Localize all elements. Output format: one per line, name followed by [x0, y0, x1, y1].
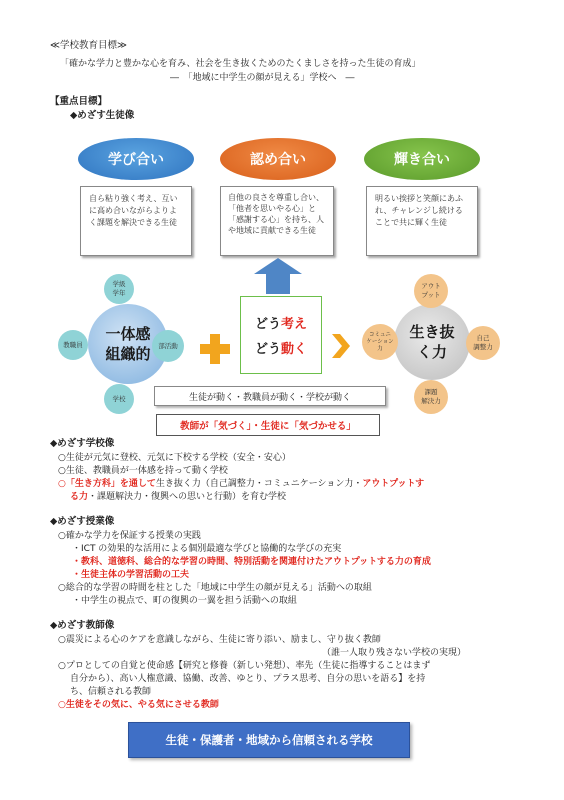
- lesson-subitem: ・教科、道徳科、総合的な学習の時間、特別活動を関連付けたアウトプットする力の育成: [72, 557, 431, 567]
- oval-kagayakiai: [364, 138, 480, 180]
- plus-icon: [200, 334, 230, 364]
- oval-label: 輝き合い: [394, 152, 450, 168]
- ikikata-tail: ・課題解決力・復興への思いと行動）を育む学校: [88, 492, 287, 502]
- satellite-grade: [104, 274, 134, 304]
- move-line-text: 生徒が動く・教職員が動く・学校が動く: [188, 392, 351, 403]
- desc-box-manabiai: [80, 186, 192, 256]
- satellite-problem-solving: [414, 380, 448, 414]
- teacher-heading: ◆めざす教師像: [50, 620, 115, 631]
- ikikata-text: 「生き方科」を通して: [65, 479, 156, 489]
- desc-text: 自他の良さを尊重し合い、「他者を思いやる心」と「感謝する心」を持ち、人や地域に貢献できる生徒: [228, 193, 324, 235]
- oval-manabiai: [78, 138, 194, 180]
- circle-mark: ○: [58, 700, 66, 710]
- desc-box-mitomeai: [220, 186, 334, 256]
- satellite-label: 教職員: [63, 340, 83, 349]
- act-line: [255, 338, 307, 357]
- move-line-box: [154, 386, 386, 406]
- oval-label: 学び合い: [108, 152, 164, 168]
- satellite-output: [414, 274, 448, 308]
- act-word: 動く: [281, 342, 308, 357]
- satellite-communication: [362, 324, 398, 360]
- ikikata-body: 生き抜く力（自己調整力・コミュニケーション力・: [155, 479, 363, 489]
- satellite-school: [104, 384, 134, 414]
- teacher-item-cont: 自分から）、高い人権意識、協働、改善、ゆとり、プラス思考、自分の思いを語る】を持: [70, 674, 426, 684]
- up-arrow-icon: [254, 258, 302, 294]
- banner-text: 生徒・保護者・地域から信頼される学校: [165, 733, 373, 747]
- focus-heading: 【重点目標】: [50, 96, 108, 107]
- output-text-cont: る力: [70, 492, 89, 502]
- satellite-label: 課題 解決力: [421, 388, 441, 405]
- school-goal-subline: ― 「地域に中学生の顔が見える」学校へ ―: [170, 73, 355, 83]
- right-center-label: 生き抜 く力: [409, 323, 455, 361]
- school-item-cont: [70, 491, 286, 503]
- chevron-right-icon: [332, 334, 350, 358]
- desc-box-kagayakiai: [366, 186, 478, 256]
- oval-mitomeai: [220, 138, 336, 180]
- output-text: アウトプットす: [362, 479, 425, 489]
- school-item: ○生徒が元気に登校、元気に下校する学校（安全・安心）: [58, 453, 291, 463]
- right-center-circle: [394, 304, 470, 380]
- school-heading: ◆めざす学校像: [50, 438, 115, 449]
- lesson-item: ○総合的な学習の時間を柱とした「地域に中学生の顔が見える」活動への取組: [58, 583, 372, 593]
- teacher-item-motivate: [58, 699, 219, 711]
- lesson-item: ○確かな学力を保証する授業の実践: [58, 531, 201, 541]
- motivate-text: 生徒をその気に、やる気にさせる教師: [65, 700, 219, 710]
- satellite-label: アウト プット: [421, 282, 441, 299]
- oval-label: 認め合い: [250, 152, 306, 168]
- lesson-heading: ◆めざす授業像: [50, 516, 115, 527]
- circle-mark: ○: [58, 479, 66, 489]
- think-line: [255, 313, 307, 332]
- lesson-subitem: ・中学生の視点で、町の復興の一翼を担う活動への取組: [72, 596, 297, 606]
- teacher-item: ○震災による心のケアを意識しながら、生徒に寄り添い、励まし、守り抜く教師: [58, 635, 381, 645]
- student-image-heading: ◆めざす生徒像: [70, 110, 135, 121]
- act-prefix: どう: [254, 342, 281, 357]
- school-goal-line: 「確かな学力と豊かな心を育み、社会を生き抜くためのたくましさを持った生徒の育成」: [60, 59, 421, 69]
- satellite-club: [152, 330, 184, 362]
- lesson-subitem: ・ICT の効果的な活用による個別最適な学びと協働的な学びの充実: [72, 544, 342, 554]
- trusted-school-banner: [128, 722, 410, 758]
- satellite-label: 自己 調整力: [473, 334, 493, 351]
- satellite-label: 部活動: [158, 341, 178, 350]
- satellite-self-regulation: [466, 326, 500, 360]
- notice-text: 教師が「気づく」・生徒に「気づかせる」: [180, 421, 356, 432]
- think-prefix: どう: [254, 317, 281, 332]
- satellite-label: コミュニ ケーション 力: [366, 331, 394, 352]
- desc-text: 自ら粘り強く考え、互いに高め合いながらよりよく課題を解決できる生徒: [89, 194, 178, 227]
- school-item-ikikata: [58, 478, 424, 490]
- teacher-item-cont: ち、信頼される教師: [70, 687, 152, 697]
- left-center-label: 一体感 組織的: [105, 325, 151, 363]
- desc-text: 明るい挨拶と笑顔にあふれ、チャレンジし続けることで共に輝く生徒: [375, 194, 463, 227]
- lesson-subitem: ・生徒主体の学習活動の工夫: [72, 570, 190, 580]
- notice-box: [156, 414, 380, 436]
- think-act-box: [240, 296, 322, 374]
- plan-title: ≪学校教育目標≫: [50, 40, 127, 51]
- satellite-label: 学校: [112, 394, 126, 403]
- teacher-item: ○プロとしての自覚と使命感【研究と修養（新しい発想）、率先（生徒に指導することはまず: [58, 661, 431, 671]
- satellite-label: 学級 学年: [112, 280, 126, 297]
- school-item: ○生徒、教職員が一体感を持って動く学校: [58, 466, 228, 476]
- teacher-item-cont: （誰一人取り残さない学校の実現）: [322, 648, 467, 658]
- satellite-staff: [58, 330, 88, 360]
- think-word: 考え: [281, 317, 308, 332]
